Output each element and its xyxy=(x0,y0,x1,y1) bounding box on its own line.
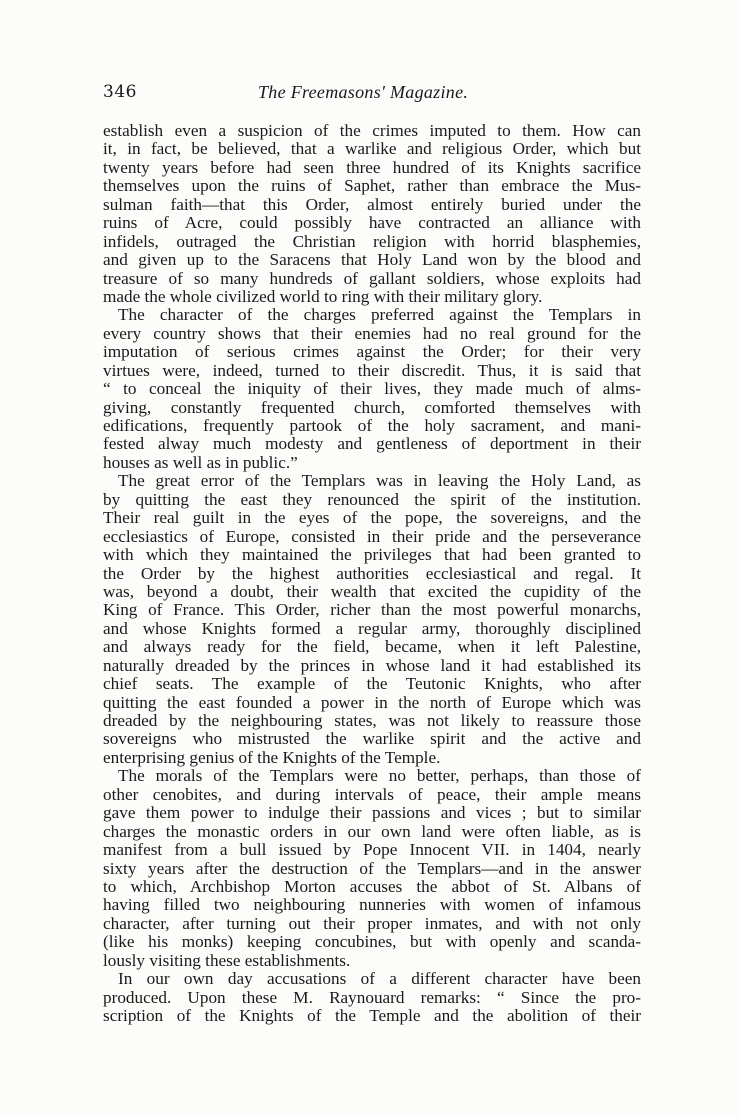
text-line: imputation of serious crimes against the Order; for their very xyxy=(103,343,641,362)
text-line: “ to conceal the iniquity of their lives, they made much of alms- xyxy=(103,380,641,399)
paragraph xyxy=(103,767,641,970)
text-line: manifest from a bull issued by Pope Innocent VII. in 1404, nearly xyxy=(103,841,641,860)
text-line: ecclesiastics of Europe, consisted in their pride and the perseverance xyxy=(103,527,641,546)
text-line: twenty years before had seen three hundred of its Knights sacrifice xyxy=(103,158,641,177)
text-line: the Order by the highest authorities ecclesiastical and regal. It xyxy=(103,564,641,583)
text-line: gave them power to indulge their passions and vices ; but to similar xyxy=(103,804,641,823)
running-title: The Freemasons' Magazine. xyxy=(258,82,469,102)
text-line: lously visiting these establishments. xyxy=(103,951,351,970)
text-line: was, beyond a doubt, their wealth that excited the cupidity of the xyxy=(103,582,641,601)
text-line: to which, Archbishop Morton accuses the abbot of St. Albans of xyxy=(103,877,641,896)
page-header xyxy=(103,82,643,106)
text-line: quitting the east founded a power in the north of Europe which was xyxy=(103,693,641,712)
text-line: sovereigns who mistrusted the warlike spirit and the active and xyxy=(103,730,641,749)
text-line: it, in fact, be believed, that a warlike and religious Order, which but xyxy=(103,140,641,159)
text-line: enterprising genius of the Knights of the Temple. xyxy=(103,748,441,767)
text-line: and given up to the Saracens that Holy Land won by the blood and xyxy=(103,251,641,270)
paragraph xyxy=(103,306,641,472)
paragraph xyxy=(103,970,641,1025)
text-line: scription of the Knights of the Temple and the abolition of their xyxy=(103,1007,641,1025)
text-line: The morals of the Templars were no better, perhaps, than those of xyxy=(118,767,641,786)
text-line: houses as well as in public.” xyxy=(103,453,298,472)
text-line: dreaded by the neighbouring states, was not likely to reassure those xyxy=(103,712,641,730)
text-line: The character of the charges preferred against the Templars in xyxy=(118,306,641,325)
text-line: made the whole civilized world to ring with their military glory. xyxy=(103,287,543,306)
text-line: and always ready for the field, became, when it left Palestine, xyxy=(103,638,641,657)
text-line: sixty years after the destruction of the Templars—and in the answer xyxy=(103,859,641,878)
text-line: character, after turning out their proper inmates, and with not only xyxy=(103,914,641,933)
paragraph xyxy=(103,122,641,306)
text-line: edifications, frequently partook of the holy sacrament, and mani- xyxy=(103,417,641,435)
text-line: virtues were, indeed, turned to their discredit. Thus, it is said that xyxy=(103,361,641,380)
text-line: The great error of the Templars was in leaving the Holy Land, as xyxy=(118,472,641,491)
text-line: and whose Knights formed a regular army, thoroughly disciplined xyxy=(103,619,641,638)
text-line: themselves upon the ruins of Saphet, rather than embrace the Mus- xyxy=(103,177,641,196)
text-line: Their real guilt in the eyes of the pope, the sovereigns, and the xyxy=(103,509,641,528)
text-line: having filled two neighbouring nunneries with women of infamous xyxy=(103,896,641,915)
paragraph xyxy=(103,472,641,767)
text-line: treasure of so many hundreds of gallant soldiers, whose exploits had xyxy=(103,269,641,288)
text-line: by quitting the east they renounced the spirit of the institution. xyxy=(103,490,641,509)
text-line: giving, constantly frequented church, comforted themselves with xyxy=(103,398,641,417)
text-line: chief seats. The example of the Teutonic Knights, who after xyxy=(103,675,641,694)
text-line: every country shows that their enemies had no real ground for the xyxy=(103,324,641,343)
text-line: King of France. This Order, richer than the most powerful monarchs, xyxy=(103,601,641,620)
text-line: with which they maintained the privileges that had been granted to xyxy=(103,546,641,565)
text-line: infidels, outraged the Christian religion with horrid blasphemies, xyxy=(103,232,641,251)
text-line: In our own day accusations of a different character have been xyxy=(118,970,641,989)
text-line: produced. Upon these M. Raynouard remarks: “ Since the pro- xyxy=(103,988,641,1007)
text-line: ruins of Acre, could possibly have contracted an alliance with xyxy=(103,214,641,233)
text-line: establish even a suspicion of the crimes imputed to them. How can xyxy=(103,122,641,140)
text-line: charges the monastic orders in our own land were often liable, as is xyxy=(103,822,641,841)
page-number: 346 xyxy=(103,82,137,102)
text-line: sulman faith—that this Order, almost entirely buried under the xyxy=(103,195,641,214)
article-body xyxy=(103,122,641,1025)
text-line: (like his monks) keeping concubines, but with openly and scanda- xyxy=(103,933,641,952)
text-line: other cenobites, and during intervals of peace, their ample means xyxy=(103,785,641,804)
text-line: naturally dreaded by the princes in whose land it had established its xyxy=(103,656,641,675)
text-line: fested alway much modesty and gentleness of deportment in their xyxy=(103,435,641,454)
